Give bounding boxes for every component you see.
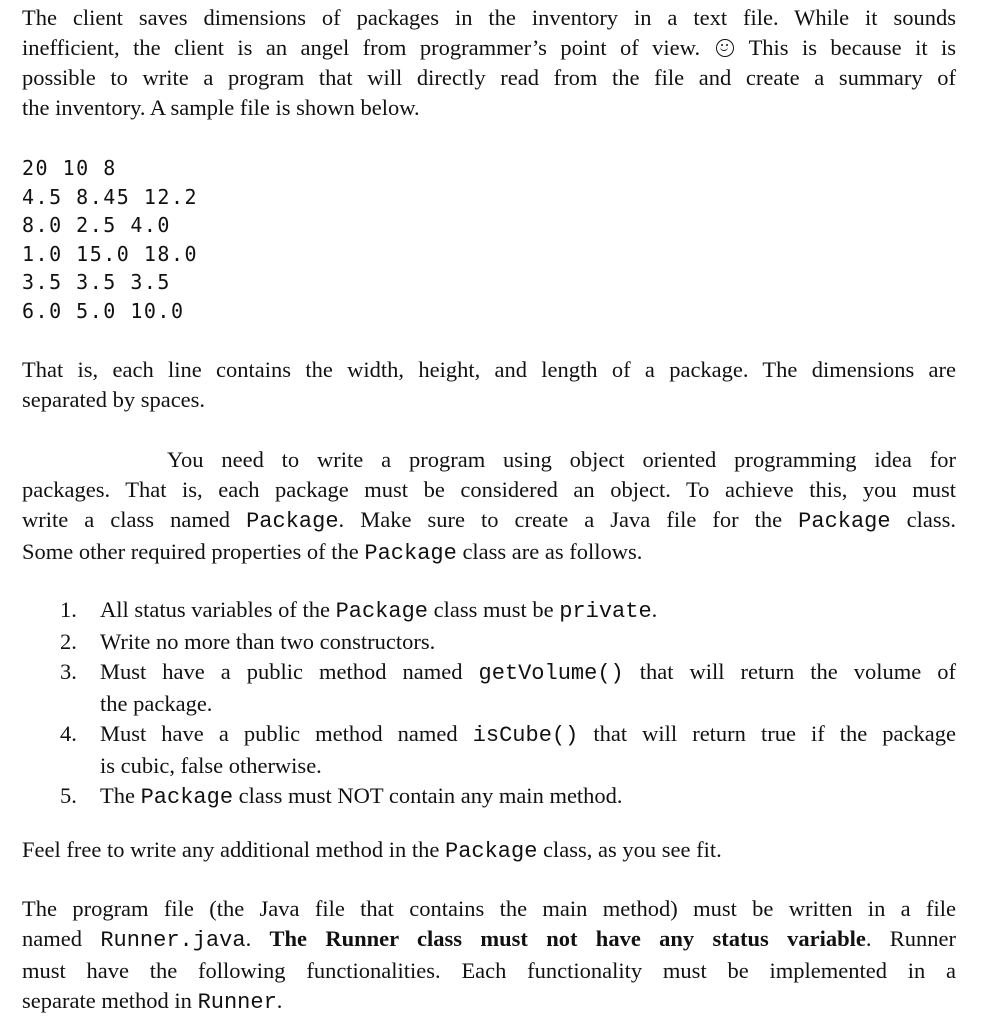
smiley-face-icon [716, 39, 734, 57]
additional-paragraph: Feel free to write any additional method in the Package class, as you see fit. [22, 837, 722, 864]
sample-file-line: 6.0 5.0 10.0 [22, 298, 185, 323]
requirements-list [60, 595, 956, 813]
sample-file-line: 4.5 8.45 12.2 [22, 184, 199, 209]
sample-file-line: 3.5 3.5 3.5 [22, 270, 171, 295]
intro-line: inefficient, the client is an angel from programmer’s point of view. This is because it is [22, 35, 957, 60]
inline-code: isCube() [472, 723, 579, 748]
inline-code: Package [246, 509, 339, 534]
intro-paragraph [22, 3, 956, 123]
list-item: 2. Write no more than two constructors. [60, 629, 436, 654]
sample-file-line: 8.0 2.5 4.0 [22, 213, 171, 238]
list-item: 5. The Package class must NOT contain any main method. [60, 783, 623, 810]
inline-code: Package [335, 599, 428, 624]
intro-line: the inventory. A sample file is shown below. [22, 95, 420, 120]
explanation-paragraph: That is, each line contains the width, height, and length of a package. The dimensions are separated by spaces. [22, 357, 956, 412]
sample-file-line: 1.0 15.0 18.0 [22, 241, 199, 266]
list-item: 3. Must have a public method named getVolume() that will return the volume of the package. [60, 659, 956, 716]
list-item: 1. All status variables of the Package class must be private. [60, 597, 658, 624]
bold-emphasis: The Runner class must not have any status variable [269, 926, 866, 951]
inline-code: Runner.java [100, 928, 246, 953]
inline-code: Package [445, 839, 538, 864]
runner-paragraph: The program file (the Java file that contains the main method) must be written in a file named Runner.java. The Runner class must not have any status variable. Runner must have the following functionalities. Each functionality must be implemented in a separate method in Runner. [22, 896, 957, 1015]
task-paragraph: You need to write a program using object oriented programming idea for packages. That is, each package must be considered an object. To achieve this, you must write a class named Package. Make sure to create a Java file for the Package class. Some other required properties of the Package class are as follows. [22, 447, 957, 566]
intro-line: The client saves dimensions of packages in the inventory in a text file. While it sounds [22, 5, 956, 30]
inline-code: Runner [197, 990, 277, 1015]
inline-code: Package [140, 785, 234, 810]
intro-line: possible to write a program that will directly read from the file and create a summary of [22, 65, 956, 90]
inline-code: Package [364, 541, 457, 566]
inline-code: Package [798, 509, 891, 534]
sample-file-line: 20 10 8 [22, 156, 117, 180]
sample-file-block [22, 154, 198, 326]
inline-code: private [559, 599, 652, 624]
inline-code: getVolume() [478, 661, 624, 686]
list-item: 4. Must have a public method named isCube() that will return true if the package is cubic, false otherwise. [60, 721, 957, 778]
